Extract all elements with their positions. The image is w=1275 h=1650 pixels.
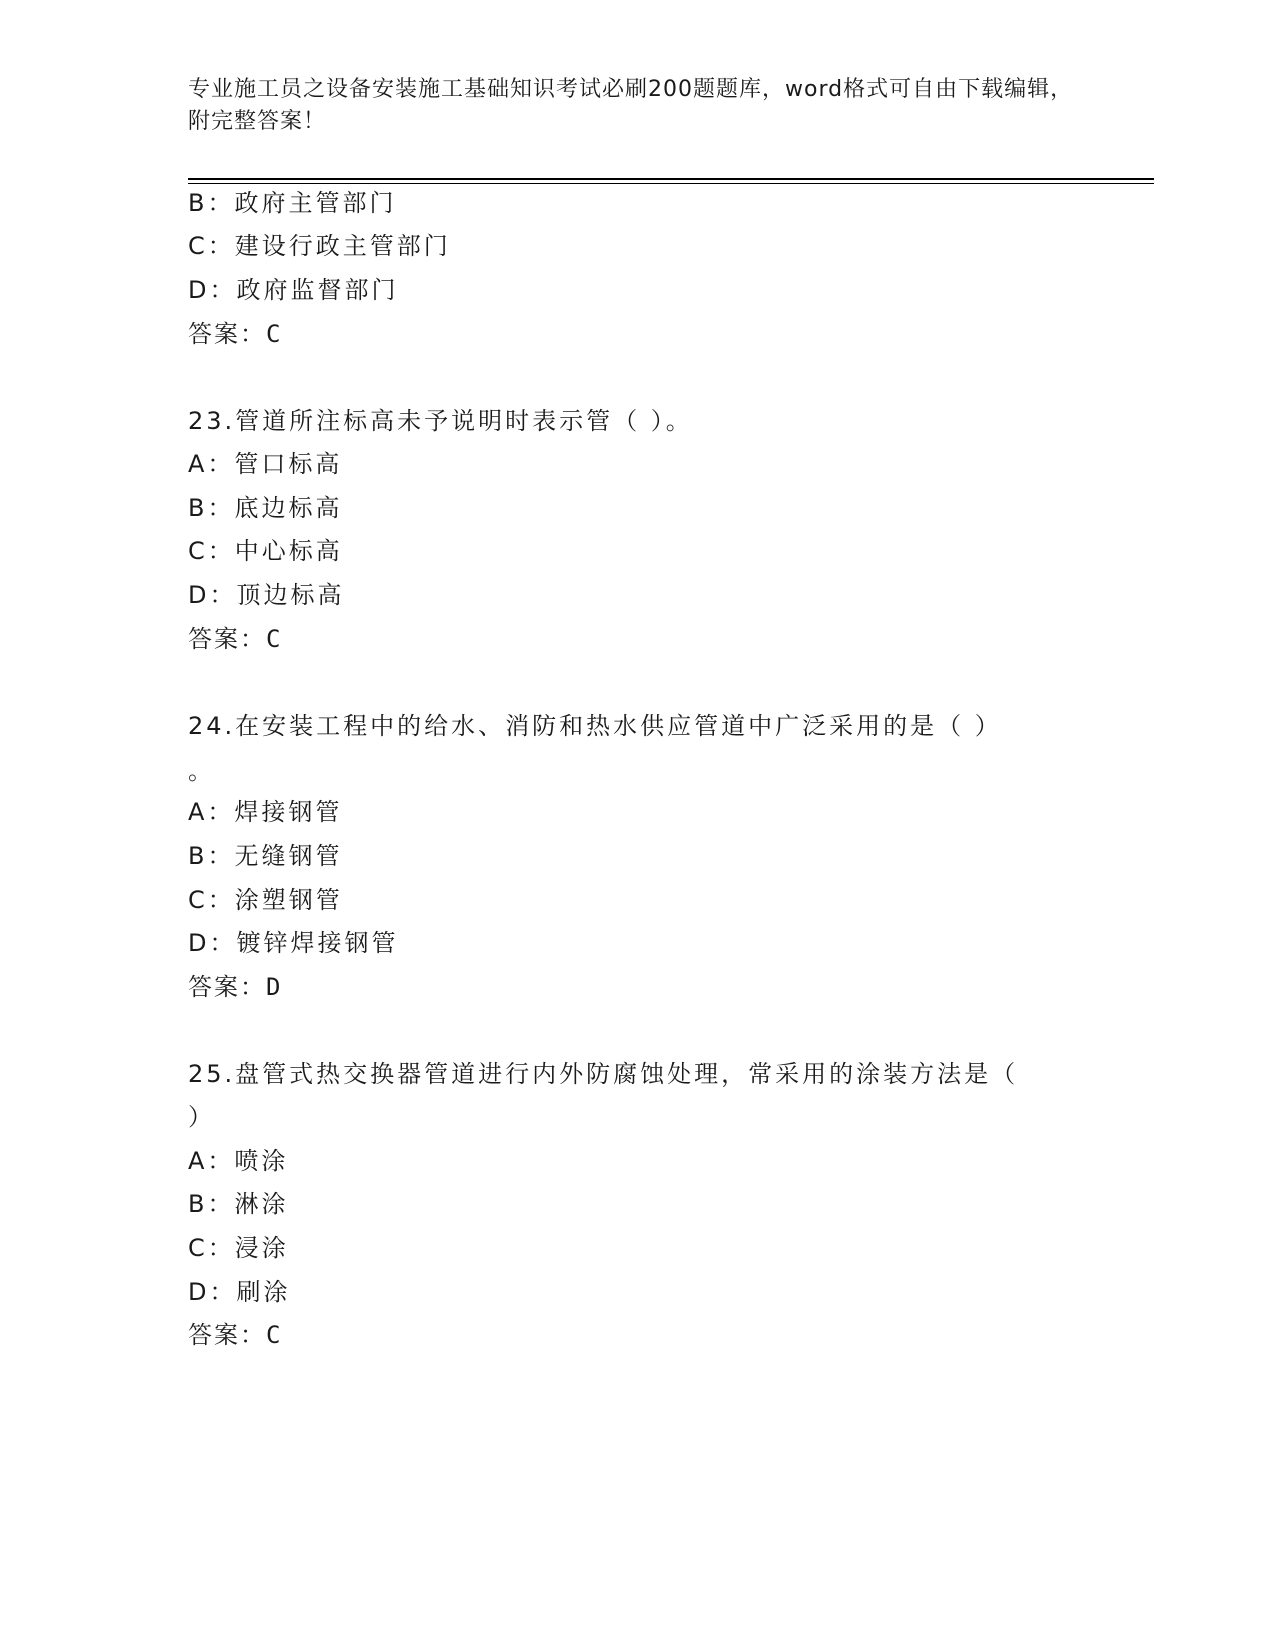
option-text: 管口标高 — [234, 450, 343, 478]
answer-value: D — [266, 973, 283, 1001]
option-line — [188, 797, 342, 827]
option-line — [188, 841, 342, 871]
option-line — [188, 493, 342, 523]
answer-label: 答案： — [188, 973, 266, 1001]
option-label: B： — [188, 1190, 235, 1218]
option-label: C： — [188, 537, 235, 565]
answer-line — [188, 319, 282, 349]
option-text: 中心标高 — [234, 537, 343, 565]
option-line — [188, 1189, 288, 1219]
option-label: A： — [188, 1147, 235, 1175]
option-line — [188, 188, 396, 218]
answer-line — [188, 1320, 282, 1350]
header-divider — [188, 178, 1154, 184]
option-line — [188, 536, 343, 566]
option-text: 淋涂 — [234, 1190, 289, 1218]
option-text: 政府主管部门 — [234, 189, 397, 217]
option-label: B： — [188, 842, 235, 870]
option-label: A： — [188, 450, 235, 478]
option-text: 刷涂 — [236, 1278, 291, 1306]
option-text: 建设行政主管部门 — [234, 232, 451, 260]
answer-line — [188, 972, 282, 1002]
option-line — [188, 275, 398, 305]
answer-value: C — [266, 1321, 283, 1349]
answer-value: C — [266, 320, 283, 348]
option-line — [188, 885, 343, 915]
option-line — [188, 580, 344, 610]
question-stem: 24.在安装工程中的给水、消防和热水供应管道中广泛采用的是（ ） — [188, 712, 1002, 740]
question-stem-continuation: ） — [188, 1103, 215, 1131]
option-line — [188, 928, 398, 958]
option-text: 焊接钢管 — [234, 798, 343, 826]
document-header: 专业施工员之设备安装施工基础知识考试必刷200题题库，word格式可自由下载编辑，附完整答案！ — [188, 77, 1074, 134]
question-stem: 25.盘管式热交换器管道进行内外防腐蚀处理，常采用的涂装方法是（ — [188, 1060, 1019, 1088]
option-line — [188, 449, 342, 479]
option-text: 无缝钢管 — [234, 842, 343, 870]
option-label: C： — [188, 232, 235, 260]
option-line — [188, 1277, 290, 1307]
answer-label: 答案： — [188, 625, 266, 653]
option-label: B： — [188, 189, 235, 217]
option-label: D： — [188, 276, 237, 304]
option-text: 涂塑钢管 — [234, 886, 343, 914]
question-stem: 23.管道所注标高未予说明时表示管（ ）。 — [188, 407, 693, 435]
option-label: B： — [188, 494, 235, 522]
answer-value: C — [266, 625, 283, 653]
option-label: C： — [188, 886, 235, 914]
answer-line — [188, 624, 282, 654]
option-text: 喷涂 — [234, 1147, 289, 1175]
option-text: 浸涂 — [234, 1234, 289, 1262]
option-text: 镀锌焊接钢管 — [236, 929, 399, 957]
option-label: C： — [188, 1234, 235, 1262]
option-label: D： — [188, 1278, 237, 1306]
option-line — [188, 1146, 288, 1176]
answer-label: 答案： — [188, 320, 266, 348]
option-line — [188, 1233, 289, 1263]
option-text: 政府监督部门 — [236, 276, 399, 304]
option-text: 底边标高 — [234, 494, 343, 522]
answer-label: 答案： — [188, 1321, 266, 1349]
option-label: D： — [188, 929, 237, 957]
option-text: 顶边标高 — [236, 581, 345, 609]
option-label: A： — [188, 798, 235, 826]
option-line — [188, 231, 451, 261]
question-stem-continuation: 。 — [188, 757, 215, 785]
option-label: D： — [188, 581, 237, 609]
